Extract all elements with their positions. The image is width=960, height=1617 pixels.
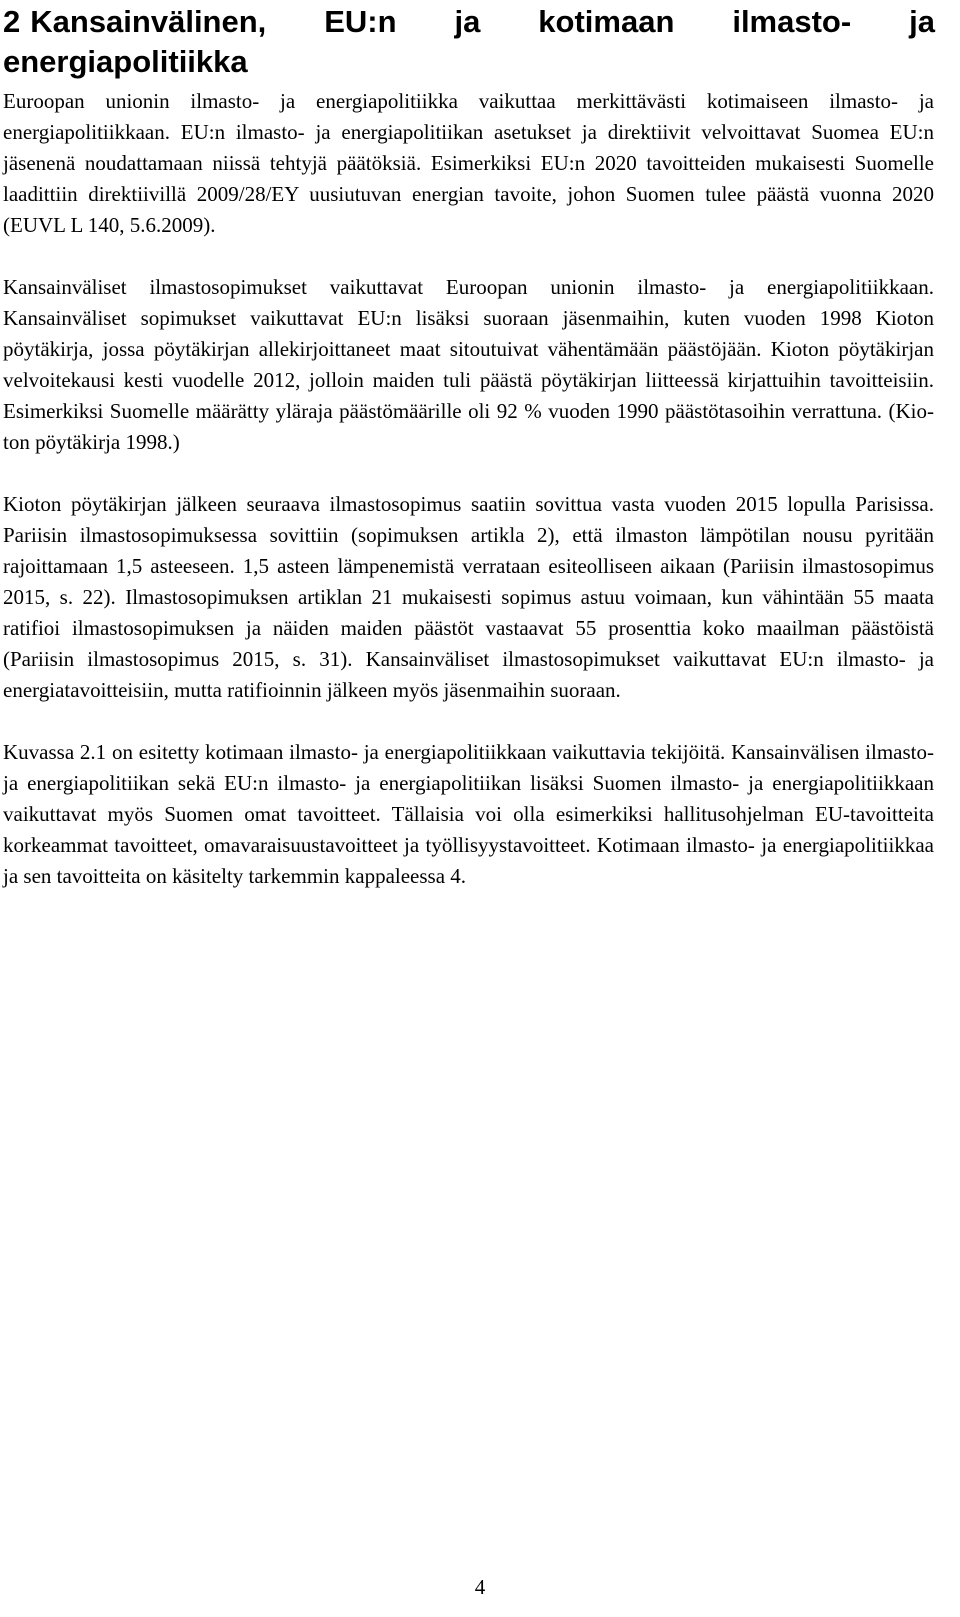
paragraph-4: Kuvassa 2.1 on esitetty kotimaan ilmasto- ja energiapolitiikkaan vaikuttavia tekijöitä. Kansainvälisen ilmasto- ja energiapolitiikan sekä EU:n ilmasto- ja energiapolitiikan lisäksi Suomen ilmasto- ja energiapolitiikkaan vaikuttavat myös Suomen omat tavoitteet. Tällaisia voi olla esimerkiksi hallitusohjelman EU-tavoitteita korkeammat tavoitteet, omavaraisuustavoitteet ja työllisyystavoitteet. Kotimaan ilmasto- ja energiapolitiikkaa ja sen tavoitteita on käsitelty tarkemmin kappaleessa 4. — [3, 740, 934, 888]
paragraph-3: Kioton pöytäkirjan jälkeen seuraava ilmastosopimus saatiin sovittua vasta vuoden 2015 lopulla Parisissa. Pariisin ilmastosopimuksessa sovittiin (sopimuksen artikla 2), että ilmaston lämpötilan nousu pyritään rajoittamaan 1,5 asteeseen. 1,5 asteen lämpenemistä verrataan esiteolliseen aikaan (Pariisin ilmastosopimus 2015, s. 22). Ilmastosopimuksen artiklan 21 mukaisesti sopimus astuu voimaan, kun vähintään 55 maata ratifioi ilmastosopimuksen ja näiden maiden päästöt vastaavat 55 prosenttia koko maailman päästöistä (Pariisin ilmastosopimus 2015, s. 31). Kansainväliset ilmastosopimukset vaikuttavat EU:n ilmasto- ja energiatavoitteisiin, mutta ratifioinnin jälkeen myös jäsenmaihin suoraan. — [3, 492, 934, 702]
page-number: 4 — [474, 1575, 486, 1599]
section-number: 2 — [3, 4, 21, 39]
section-heading — [3, 2, 935, 82]
paragraph-2: Kansainväliset ilmastosopimukset vaikuttavat Euroopan unionin ilmasto- ja energiapolitiikkaan. Kansainväliset sopimukset vaikuttavat EU:n lisäksi suoraan jäsenmaihin, kuten vuoden 1998 Kioton pöytäkirja, jossa pöytäkirjan allekirjoittaneet maat sitoutuivat vähentämään päästöjään. Kioton pöytäkirjan velvoitekausi kesti vuodelle 2012, jolloin maiden tuli päästä pöytäkirjan liitteessä kirjattuihin tavoitteisiin. Esimerkiksi Suomelle määrätty yläraja päästömäärille oli 92 % vuoden 1990 päästötasoihin verrattuna. (Kioton pöytäkirja 1998.) — [3, 275, 934, 454]
section-title: Kansainvälinen, EU:n ja kotimaan ilmasto- ja energiapolitiikka — [3, 4, 935, 79]
paragraph-1: Euroopan unionin ilmasto- ja energiapolitiikka vaikuttaa merkittävästi kotimaiseen ilmasto- ja energiapolitiikkaan. EU:n ilmasto- ja energiapolitiikan asetukset ja direktiivit velvoittavat Suomea EU:n jäsenenä noudattamaan niissä tehtyjä päätöksiä. Esimerkiksi EU:n 2020 tavoitteiden mukaisesti Suomelle laadittiin direktiivillä 2009/28/EY uusiutuvan energian tavoite, johon Suomen tulee päästä vuonna 2020 (EUVL L 140, 5.6.2009). — [3, 89, 934, 237]
body-text — [3, 86, 934, 923]
